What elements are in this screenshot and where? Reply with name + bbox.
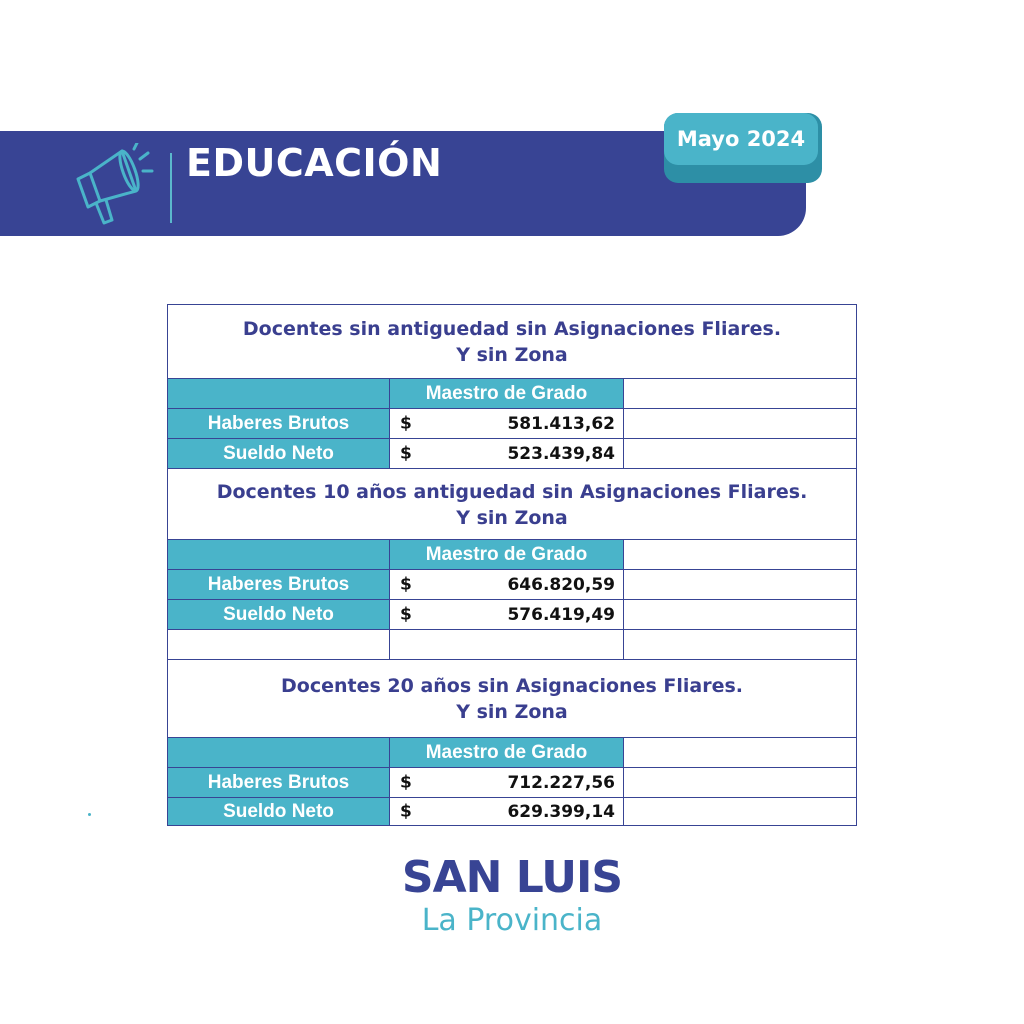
column-header-row <box>168 378 856 408</box>
row-value: $ 523.439,84 <box>390 438 624 468</box>
row-value: $ 629.399,14 <box>390 797 624 825</box>
megaphone-icon <box>70 143 154 229</box>
section-title-line2: Y sin Zona <box>456 507 568 529</box>
table-row <box>168 408 856 438</box>
table-row <box>168 599 856 629</box>
column-header: Maestro de Grado <box>390 539 624 569</box>
section-title-line2: Y sin Zona <box>456 700 568 723</box>
row-label: Sueldo Neto <box>168 599 390 629</box>
date-label: Mayo 2024 <box>664 113 818 165</box>
row-value: $ 581.413,62 <box>390 408 624 438</box>
brand-name: SAN LUIS <box>401 852 623 903</box>
salary-table <box>167 304 857 826</box>
column-header-row <box>168 737 856 767</box>
row-value: $ 576.419,49 <box>390 599 624 629</box>
column-header: Maestro de Grado <box>390 737 624 767</box>
column-header: Maestro de Grado <box>390 378 624 408</box>
section-title <box>168 659 856 737</box>
section-title-line1: Docentes sin antiguedad sin Asignaciones Fliares. <box>242 317 782 340</box>
empty-row <box>168 629 856 659</box>
section-title <box>168 468 856 541</box>
row-label: Haberes Brutos <box>168 569 390 599</box>
section-title-line1: Docentes 20 años sin Asignaciones Fliares. <box>281 674 743 697</box>
section-title-line1: Docentes 10 años antiguedad sin Asignaciones Fliares. <box>216 481 808 503</box>
column-header-row <box>168 539 856 569</box>
row-value: $ 646.820,59 <box>390 569 624 599</box>
date-badge <box>664 113 822 183</box>
decorative-dot <box>88 813 91 816</box>
table-row <box>168 767 856 797</box>
row-value: $ 712.227,56 <box>390 767 624 797</box>
row-label: Sueldo Neto <box>168 438 390 468</box>
page-title: EDUCACIÓN <box>186 141 443 185</box>
row-label: Haberes Brutos <box>168 408 390 438</box>
table-row <box>168 797 856 825</box>
table-row <box>168 569 856 599</box>
row-label: Sueldo Neto <box>168 797 390 825</box>
section-title-line2: Y sin Zona <box>456 343 568 366</box>
brand-tagline: La Provincia <box>421 903 603 938</box>
header-divider <box>170 153 172 223</box>
table-row <box>168 438 856 468</box>
section-title <box>168 305 856 378</box>
row-label: Haberes Brutos <box>168 767 390 797</box>
